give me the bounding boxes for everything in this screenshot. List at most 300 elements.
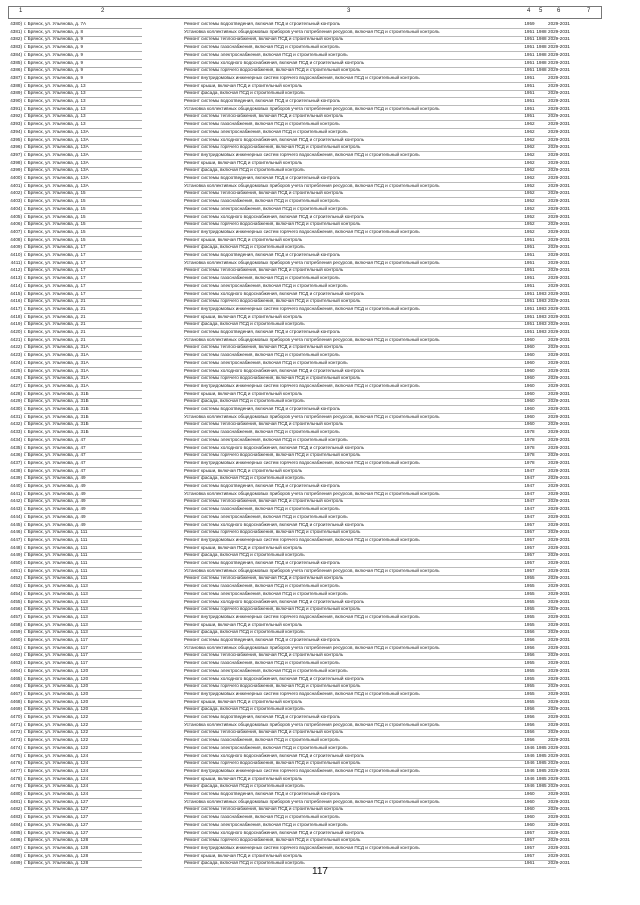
row-address: г. Брянск, ул. Ульянова, д. 17 xyxy=(24,282,142,291)
row-year-built: 1951 xyxy=(524,259,535,265)
row-period: 2029-2031 xyxy=(548,837,570,843)
row-address: г. Брянск, ул. Ульянова, д. 120 xyxy=(24,675,142,684)
row-work-type: Ремонт системы газоснабжения, включая ПСД и строительный контроль xyxy=(184,351,556,360)
row-work-type: Ремонт системы теплоснабжения, включая ПСД и строительный контроль xyxy=(184,343,556,352)
row-period: 2029-2031 xyxy=(548,136,570,142)
row-work-type: Ремонт системы электроснабжения, включая ПСД и строительный контроль xyxy=(184,513,556,522)
row-year-built: 1946 xyxy=(524,775,535,781)
row-number: 4408) xyxy=(10,236,22,242)
row-year-built: 1952 xyxy=(524,221,535,227)
row-address: г. Брянск, ул. Ульянова, д. 21 xyxy=(24,313,142,322)
row-period: 2029-2031 xyxy=(548,621,570,627)
row-address: г. Брянск, ул. Ульянова, д. 128 xyxy=(24,852,142,861)
row-year-built: 1957 xyxy=(524,829,535,835)
row-period: 2029-2031 xyxy=(548,244,570,250)
row-period: 2029-2031 xyxy=(548,459,570,465)
row-number: 4406) xyxy=(10,221,22,227)
row-number: 4448) xyxy=(10,544,22,550)
row-work-type: Ремонт системы электроснабжения, включая ПСД и строительный контроль xyxy=(184,667,556,676)
row-number: 4474) xyxy=(10,744,22,750)
row-address: г. Брянск, ул. Ульянова, д. 49 xyxy=(24,474,142,483)
row-period: 2029-2031 xyxy=(548,352,570,358)
row-period: 2029-2031 xyxy=(548,221,570,227)
row-address: г. Брянск, ул. Ульянова, д. 13А xyxy=(24,143,142,152)
row-address: г. Брянск, ул. Ульянова, д. 113 xyxy=(24,613,142,622)
row-year-built: 1961 xyxy=(524,860,535,866)
row-work-type: Ремонт системы электроснабжения, включая ПСД и строительный контроль xyxy=(184,436,556,445)
row-year-renovated: 1985 xyxy=(536,783,547,789)
row-period: 2029-2031 xyxy=(548,398,570,404)
row-address: г. Брянск, ул. Ульянова, д. 113 xyxy=(24,598,142,607)
row-number: 4462) xyxy=(10,652,22,658)
row-year-built: 1952 xyxy=(524,213,535,219)
row-number: 4483) xyxy=(10,814,22,820)
row-address: г. Брянск, ул. Ульянова, д. 120 xyxy=(24,690,142,699)
row-number: 4457) xyxy=(10,613,22,619)
row-address: г. Брянск, ул. Ульянова, д. 31А xyxy=(24,374,142,383)
row-address: г. Брянск, ул. Ульянова, д. 15 xyxy=(24,197,142,206)
row-work-type: Ремонт системы газоснабжения, включая ПСД и строительный контроль xyxy=(184,120,556,129)
row-period: 2029-2031 xyxy=(548,429,570,435)
row-period: 2029-2031 xyxy=(548,90,570,96)
row-number: 4481) xyxy=(10,798,22,804)
row-work-type: Ремонт системы холодного водоснабжения, включая ПСД и строительный контроль xyxy=(184,136,556,145)
row-year-built: 1956 xyxy=(524,729,535,735)
row-number: 4467) xyxy=(10,690,22,696)
row-address: г. Брянск, ул. Ульянова, д. 9 xyxy=(24,74,142,83)
row-year-built: 1947 xyxy=(524,498,535,504)
row-address: г. Брянск, ул. Ульянова, д. 117 xyxy=(24,651,142,660)
row-year-built: 1956 xyxy=(524,652,535,658)
row-period: 2029-2031 xyxy=(548,105,570,111)
row-address: г. Брянск, ул. Ульянова, д. 128 xyxy=(24,859,142,868)
row-period: 2029-2031 xyxy=(548,821,570,827)
row-period: 2029-2031 xyxy=(548,267,570,273)
row-address: г. Брянск, ул. Ульянова, д. 31Б xyxy=(24,428,142,437)
row-work-type: Ремонт внутридомовых инженерных систем горячего водоснабжения, включая ПСД и строительный контроль xyxy=(184,382,556,391)
row-work-type: Ремонт системы электроснабжения, включая ПСД и строительный контроль xyxy=(184,359,556,368)
row-number: 4415) xyxy=(10,290,22,296)
row-year-built: 1951 xyxy=(524,98,535,103)
row-number: 4387) xyxy=(10,74,22,80)
row-address: г. Брянск, ул. Ульянова, д. 111 xyxy=(24,574,142,583)
row-period: 2029-2031 xyxy=(548,175,570,180)
row-number: 4441) xyxy=(10,490,22,496)
row-year-built: 1957 xyxy=(524,837,535,843)
row-period: 2029-2031 xyxy=(548,498,570,504)
row-work-type: Ремонт системы холодного водоснабжения, включая ПСД и строительный контроль xyxy=(184,521,556,530)
row-work-type: Ремонт системы горячего водоснабжения, включая ПСД и строительный контроль xyxy=(184,682,556,691)
row-work-type: Ремонт фасада, включая ПСД и строительный контроль xyxy=(184,89,556,98)
row-address: г. Брянск, ул. Ульянова, д. 124 xyxy=(24,759,142,768)
row-year-built: 1951 xyxy=(524,36,535,42)
row-address: г. Брянск, ул. Ульянова, д. 49 xyxy=(24,482,142,491)
row-period: 2029-2031 xyxy=(548,760,570,766)
row-work-type: Установка коллективных общедомовых приборов учета потребления ресурсов, включая ПСД и строительный контроль xyxy=(184,490,556,499)
row-period: 2029-2031 xyxy=(548,213,570,219)
row-period: 2029-2031 xyxy=(548,159,570,165)
row-year-built: 1960 xyxy=(524,390,535,396)
row-work-type: Ремонт системы газоснабжения, включая ПСД и строительный контроль xyxy=(184,197,556,206)
row-number: 4450) xyxy=(10,560,22,565)
row-number: 4472) xyxy=(10,729,22,735)
row-address: г. Брянск, ул. Ульянова, д. 120 xyxy=(24,698,142,707)
row-number: 4459) xyxy=(10,629,22,635)
row-address: г. Брянск, ул. Ульянова, д. 122 xyxy=(24,713,142,722)
row-year-built: 1955 xyxy=(524,660,535,666)
row-address: г. Брянск, ул. Ульянова, д. 13А xyxy=(24,136,142,145)
row-work-type: Ремонт системы электроснабжения, включая ПСД и строительный контроль xyxy=(184,821,556,830)
row-year-built: 1962 xyxy=(524,136,535,142)
row-year-built: 1951 xyxy=(524,329,535,334)
row-number: 4470) xyxy=(10,714,22,719)
row-address: г. Брянск, ул. Ульянова, д. 47 xyxy=(24,467,142,476)
row-year-built: 1952 xyxy=(524,190,535,196)
row-number: 4465) xyxy=(10,675,22,681)
row-year-built: 1955 xyxy=(524,675,535,681)
row-number: 4410) xyxy=(10,252,22,257)
row-address: г. Брянск, ул. Ульянова, д. 120 xyxy=(24,682,142,691)
row-number: 4414) xyxy=(10,282,22,288)
row-work-type: Ремонт крыши, включая ПСД и строительный контроль xyxy=(184,82,556,91)
row-period: 2029-2031 xyxy=(548,313,570,319)
row-address: г. Брянск, ул. Ульянова, д. 9 xyxy=(24,66,142,75)
row-year-built: 1947 xyxy=(524,513,535,519)
header-col-1: 1 xyxy=(19,8,23,14)
row-work-type: Ремонт системы горячего водоснабжения, включая ПСД и строительный контроль xyxy=(184,451,556,460)
row-work-type: Установка коллективных общедомовых приборов учета потребления ресурсов, включая ПСД и строительный контроль xyxy=(184,798,556,807)
row-work-type: Ремонт внутридомовых инженерных систем горячего водоснабжения, включая ПСД и строительный контроль xyxy=(184,844,556,853)
row-number: 4473) xyxy=(10,737,22,743)
row-year-built: 1955 xyxy=(524,613,535,619)
row-address: г. Брянск, ул. Ульянова, д. 9 xyxy=(24,59,142,68)
row-year-built: 1962 xyxy=(524,144,535,150)
row-work-type: Ремонт системы водоотведения, включая ПСД и строительный контроль xyxy=(184,20,556,29)
row-work-type: Ремонт системы электроснабжения, включая ПСД и строительный контроль xyxy=(184,51,556,60)
row-address: г. Брянск, ул. Ульянова, д. 117 xyxy=(24,636,142,645)
row-year-renovated: 1988 xyxy=(536,36,547,42)
row-work-type: Установка коллективных общедомовых приборов учета потребления ресурсов, включая ПСД и строительный контроль xyxy=(184,28,556,37)
row-period: 2029-2031 xyxy=(548,814,570,820)
row-period: 2029-2031 xyxy=(548,59,570,65)
row-period: 2029-2031 xyxy=(548,290,570,296)
row-period: 2029-2031 xyxy=(548,452,570,458)
row-period: 2029-2031 xyxy=(548,660,570,666)
row-address: г. Брянск, ул. Ульянова, д. 17 xyxy=(24,243,142,252)
row-address: г. Брянск, ул. Ульянова, д. 111 xyxy=(24,544,142,553)
row-year-built: 1960 xyxy=(524,798,535,804)
row-year-built: 1946 xyxy=(524,744,535,750)
row-period: 2029-2031 xyxy=(548,413,570,419)
row-number: 4418) xyxy=(10,313,22,319)
row-period: 2029-2031 xyxy=(548,560,570,565)
row-work-type: Ремонт внутридомовых инженерных систем горячего водоснабжения, включая ПСД и строительный контроль xyxy=(184,74,556,83)
row-number: 4447) xyxy=(10,536,22,542)
row-address: г. Брянск, ул. Ульянова, д. 15 xyxy=(24,213,142,222)
row-work-type: Ремонт системы водоотведения, включая ПСД и строительный контроль xyxy=(184,482,556,491)
row-period: 2029-2031 xyxy=(548,305,570,311)
row-period: 2029-2031 xyxy=(548,490,570,496)
row-number: 4417) xyxy=(10,305,22,311)
row-year-built: 1947 xyxy=(524,483,535,488)
row-address: г. Брянск, ул. Ульянова, д. 13А xyxy=(24,128,142,137)
row-work-type: Ремонт системы холодного водоснабжения, включая ПСД и строительный контроль xyxy=(184,829,556,838)
row-number: 4389) xyxy=(10,90,22,96)
row-work-type: Ремонт системы электроснабжения, включая ПСД и строительный контроль xyxy=(184,744,556,753)
row-address: г. Брянск, ул. Ульянова, д. 13А xyxy=(24,166,142,175)
row-year-built: 1947 xyxy=(524,490,535,496)
row-work-type: Установка коллективных общедомовых приборов учета потребления ресурсов, включая ПСД и строительный контроль xyxy=(184,336,556,345)
row-address: г. Брянск, ул. Ульянова, д. 31А xyxy=(24,359,142,368)
row-work-type: Ремонт системы теплоснабжения, включая ПСД и строительный контроль xyxy=(184,35,556,44)
row-number: 4454) xyxy=(10,590,22,596)
row-year-built: 1957 xyxy=(524,852,535,858)
row-year-built: 1955 xyxy=(524,698,535,704)
row-address: г. Брянск, ул. Ульянова, д. 21 xyxy=(24,320,142,329)
row-year-built: 1957 xyxy=(524,552,535,558)
row-period: 2029-2031 xyxy=(548,706,570,712)
row-work-type: Ремонт внутридомовых инженерных систем горячего водоснабжения, включая ПСД и строительный контроль xyxy=(184,536,556,545)
row-address: г. Брянск, ул. Ульянова, д. 49 xyxy=(24,490,142,499)
row-number: 4425) xyxy=(10,367,22,373)
row-work-type: Ремонт системы теплоснабжения, включая ПСД и строительный контроль xyxy=(184,266,556,275)
row-year-built: 1951 xyxy=(524,282,535,288)
row-number: 4478) xyxy=(10,775,22,781)
row-work-type: Ремонт системы теплоснабжения, включая ПСД и строительный контроль xyxy=(184,651,556,660)
row-year-built: 1951 xyxy=(524,236,535,242)
row-address: г. Брянск, ул. Ульянова, д. 117 xyxy=(24,659,142,668)
row-work-type: Ремонт системы водоотведения, включая ПСД и строительный контроль xyxy=(184,174,556,183)
row-period: 2029-2031 xyxy=(548,275,570,281)
header-col-4: 4 xyxy=(527,8,531,14)
row-work-type: Ремонт системы теплоснабжения, включая ПСД и строительный контроль xyxy=(184,420,556,429)
row-work-type: Ремонт системы водоотведения, включая ПСД и строительный контроль xyxy=(184,405,556,414)
row-year-built: 1951 xyxy=(524,74,535,80)
row-year-renovated: 1988 xyxy=(536,51,547,57)
row-year-built: 1978 xyxy=(524,444,535,450)
row-number: 4404) xyxy=(10,205,22,211)
row-work-type: Ремонт крыши, включая ПСД и строительный контроль xyxy=(184,236,556,245)
row-year-built: 1960 xyxy=(524,352,535,358)
row-year-renovated: 1983 xyxy=(536,305,547,311)
row-year-built: 1951 xyxy=(524,44,535,50)
row-work-type: Ремонт внутридомовых инженерных систем горячего водоснабжения, включая ПСД и строительный контроль xyxy=(184,228,556,237)
row-address: г. Брянск, ул. Ульянова, д. 31Б xyxy=(24,405,142,414)
row-work-type: Ремонт системы водоотведения, включая ПСД и строительный контроль xyxy=(184,97,556,106)
row-work-type: Ремонт системы газоснабжения, включая ПСД и строительный контроль xyxy=(184,813,556,822)
row-number: 4486) xyxy=(10,837,22,843)
row-year-built: 1957 xyxy=(524,521,535,527)
row-year-built: 1956 xyxy=(524,706,535,712)
row-year-built: 1951 xyxy=(524,82,535,88)
row-period: 2029-2031 xyxy=(548,375,570,381)
row-address: г. Брянск, ул. Ульянова, д. 15 xyxy=(24,236,142,245)
row-address: г. Брянск, ул. Ульянова, д. 49 xyxy=(24,497,142,506)
row-period: 2029-2031 xyxy=(548,121,570,127)
row-work-type: Установка коллективных общедомовых приборов учета потребления ресурсов, включая ПСД и строительный контроль xyxy=(184,567,556,576)
row-number: 4388) xyxy=(10,82,22,88)
row-year-renovated: 1988 xyxy=(536,59,547,65)
row-year-renovated: 1985 xyxy=(536,767,547,773)
row-year-built: 1960 xyxy=(524,336,535,342)
row-year-built: 1955 xyxy=(524,667,535,673)
row-work-type: Ремонт системы теплоснабжения, включая ПСД и строительный контроль xyxy=(184,574,556,583)
row-year-built: 1951 xyxy=(524,267,535,273)
row-number: 4403) xyxy=(10,198,22,204)
row-number: 4421) xyxy=(10,336,22,342)
row-year-built: 1962 xyxy=(524,151,535,157)
row-work-type: Ремонт фасада, включая ПСД и строительный контроль xyxy=(184,705,556,714)
row-work-type: Ремонт системы горячего водоснабжения, включая ПСД и строительный контроль xyxy=(184,297,556,306)
row-year-built: 1960 xyxy=(524,382,535,388)
row-number: 4475) xyxy=(10,752,22,758)
row-number: 4438) xyxy=(10,467,22,473)
row-year-built: 1960 xyxy=(524,821,535,827)
row-period: 2029-2031 xyxy=(548,667,570,673)
row-work-type: Ремонт системы газоснабжения, включая ПСД и строительный контроль xyxy=(184,659,556,668)
row-address: г. Брянск, ул. Ульянова, д. 21 xyxy=(24,328,142,337)
row-period: 2029-2031 xyxy=(548,583,570,589)
row-year-renovated: 1983 xyxy=(536,290,547,296)
row-address: г. Брянск, ул. Ульянова, д. 127 xyxy=(24,829,142,838)
row-year-built: 1947 xyxy=(524,467,535,473)
row-number: 4434) xyxy=(10,436,22,442)
row-year-built: 1951 xyxy=(524,252,535,257)
row-year-renovated: 1983 xyxy=(536,329,547,334)
row-work-type: Установка коллективных общедомовых приборов учета потребления ресурсов, включая ПСД и строительный контроль xyxy=(184,721,556,730)
row-period: 2029-2031 xyxy=(548,613,570,619)
row-period: 2029-2031 xyxy=(548,729,570,735)
row-year-built: 1955 xyxy=(524,575,535,581)
row-period: 2029-2031 xyxy=(548,467,570,473)
row-number: 4489) xyxy=(10,860,22,866)
row-number: 4487) xyxy=(10,844,22,850)
row-period: 2029-2031 xyxy=(548,236,570,242)
row-number: 4385) xyxy=(10,59,22,65)
row-number: 4399) xyxy=(10,167,22,173)
row-number: 4479) xyxy=(10,783,22,789)
row-period: 2029-2031 xyxy=(548,536,570,542)
row-address: г. Брянск, ул. Ульянова, д. 124 xyxy=(24,790,142,799)
header-col-6: 6 xyxy=(557,8,561,14)
row-work-type: Ремонт крыши, включая ПСД и строительный контроль xyxy=(184,698,556,707)
row-year-built: 1956 xyxy=(524,737,535,743)
row-year-built: 1960 xyxy=(524,344,535,350)
row-year-built: 1951 xyxy=(524,305,535,311)
row-address: г. Брянск, ул. Ульянова, д. 13 xyxy=(24,112,142,121)
row-address: г. Брянск, ул. Ульянова, д. 127 xyxy=(24,805,142,814)
row-work-type: Ремонт фасада, включая ПСД и строительный контроль xyxy=(184,166,556,175)
row-year-renovated: 1988 xyxy=(536,28,547,34)
row-year-built: 1978 xyxy=(524,452,535,458)
row-work-type: Ремонт фасада, включая ПСД и строительный контроль xyxy=(184,859,556,868)
row-address: г. Брянск, ул. Ульянова, д. 111 xyxy=(24,559,142,568)
row-address: г. Брянск, ул. Ульянова, д. 21 xyxy=(24,336,142,345)
row-work-type: Ремонт внутридомовых инженерных систем горячего водоснабжения, включая ПСД и строительный контроль xyxy=(184,690,556,699)
row-work-type: Установка коллективных общедомовых приборов учета потребления ресурсов, включая ПСД и строительный контроль xyxy=(184,644,556,653)
row-work-type: Ремонт системы холодного водоснабжения, включая ПСД и строительный контроль xyxy=(184,367,556,376)
row-number: 4442) xyxy=(10,498,22,504)
row-address: г. Брянск, ул. Ульянова, д. 31А xyxy=(24,351,142,360)
row-number: 4395) xyxy=(10,136,22,142)
row-year-built: 1955 xyxy=(524,583,535,589)
row-number: 4453) xyxy=(10,583,22,589)
row-work-type: Ремонт системы теплоснабжения, включая ПСД и строительный контроль xyxy=(184,112,556,121)
row-number: 4463) xyxy=(10,660,22,666)
row-work-type: Установка коллективных общедомовых приборов учета потребления ресурсов, включая ПСД и строительный контроль xyxy=(184,182,556,191)
row-period: 2029-2031 xyxy=(548,406,570,411)
row-year-built: 1951 xyxy=(524,90,535,96)
row-address: г. Брянск, ул. Ульянова, д. 21 xyxy=(24,305,142,314)
row-number: 4485) xyxy=(10,829,22,835)
row-period: 2029-2031 xyxy=(548,506,570,512)
row-address: г. Брянск, ул. Ульянова, д. 7А xyxy=(24,20,142,29)
row-period: 2029-2031 xyxy=(548,329,570,334)
row-address: г. Брянск, ул. Ульянова, д. 49 xyxy=(24,521,142,530)
row-period: 2029-2031 xyxy=(548,67,570,73)
row-work-type: Установка коллективных общедомовых приборов учета потребления ресурсов, включая ПСД и строительный контроль xyxy=(184,413,556,422)
row-period: 2029-2031 xyxy=(548,359,570,365)
row-work-type: Ремонт крыши, включая ПСД и строительный контроль xyxy=(184,544,556,553)
row-address: г. Брянск, ул. Ульянова, д. 8 xyxy=(24,28,142,37)
row-number: 4428) xyxy=(10,390,22,396)
row-number: 4488) xyxy=(10,852,22,858)
row-number: 4424) xyxy=(10,359,22,365)
row-year-built: 1960 xyxy=(524,359,535,365)
row-number: 4390) xyxy=(10,98,22,103)
row-number: 4433) xyxy=(10,429,22,435)
row-address: г. Брянск, ул. Ульянова, д. 31А xyxy=(24,382,142,391)
row-work-type: Ремонт крыши, включая ПСД и строительный контроль xyxy=(184,467,556,476)
row-number: 4432) xyxy=(10,421,22,427)
row-period: 2029-2031 xyxy=(548,852,570,858)
row-period: 2029-2031 xyxy=(548,113,570,119)
row-work-type: Установка коллективных общедомовых приборов учета потребления ресурсов, включая ПСД и строительный контроль xyxy=(184,105,556,114)
row-work-type: Ремонт системы холодного водоснабжения, включая ПСД и строительный контроль xyxy=(184,598,556,607)
row-period: 2029-2031 xyxy=(548,783,570,789)
row-period: 2029-2031 xyxy=(548,167,570,173)
row-work-type: Ремонт системы теплоснабжения, включая ПСД и строительный контроль xyxy=(184,189,556,198)
row-year-built: 1951 xyxy=(524,275,535,281)
row-period: 2029-2031 xyxy=(548,652,570,658)
row-year-built: 1978 xyxy=(524,429,535,435)
row-period: 2029-2031 xyxy=(548,367,570,373)
row-work-type: Ремонт крыши, включая ПСД и строительный контроль xyxy=(184,775,556,784)
row-address: г. Брянск, ул. Ульянова, д. 47 xyxy=(24,436,142,445)
row-work-type: Ремонт системы горячего водоснабжения, включая ПСД и строительный контроль xyxy=(184,836,556,845)
row-year-built: 1960 xyxy=(524,367,535,373)
row-period: 2029-2031 xyxy=(548,860,570,866)
row-period: 2029-2031 xyxy=(548,690,570,696)
row-address: г. Брянск, ул. Ульянова, д. 31Б xyxy=(24,390,142,399)
row-year-built: 1955 xyxy=(524,621,535,627)
row-period: 2029-2031 xyxy=(548,344,570,350)
row-address: г. Брянск, ул. Ульянова, д. 17 xyxy=(24,266,142,275)
row-number: 4440) xyxy=(10,483,22,488)
row-work-type: Ремонт системы горячего водоснабжения, включая ПСД и строительный контроль xyxy=(184,143,556,152)
row-work-type: Ремонт системы горячего водоснабжения, включая ПСД и строительный контроль xyxy=(184,759,556,768)
row-period: 2029-2031 xyxy=(548,444,570,450)
row-address: г. Брянск, ул. Ульянова, д. 13 xyxy=(24,120,142,129)
row-address: г. Брянск, ул. Ульянова, д. 15 xyxy=(24,189,142,198)
row-year-built: 1957 xyxy=(524,560,535,565)
row-work-type: Ремонт системы водоотведения, включая ПСД и строительный контроль xyxy=(184,251,556,260)
row-work-type: Ремонт системы водоотведения, включая ПСД и строительный контроль xyxy=(184,559,556,568)
row-address: г. Брянск, ул. Ульянова, д. 17 xyxy=(24,274,142,283)
row-year-built: 1955 xyxy=(524,598,535,604)
row-work-type: Ремонт внутридомовых инженерных систем горячего водоснабжения, включая ПСД и строительный контроль xyxy=(184,767,556,776)
row-number: 4443) xyxy=(10,506,22,512)
